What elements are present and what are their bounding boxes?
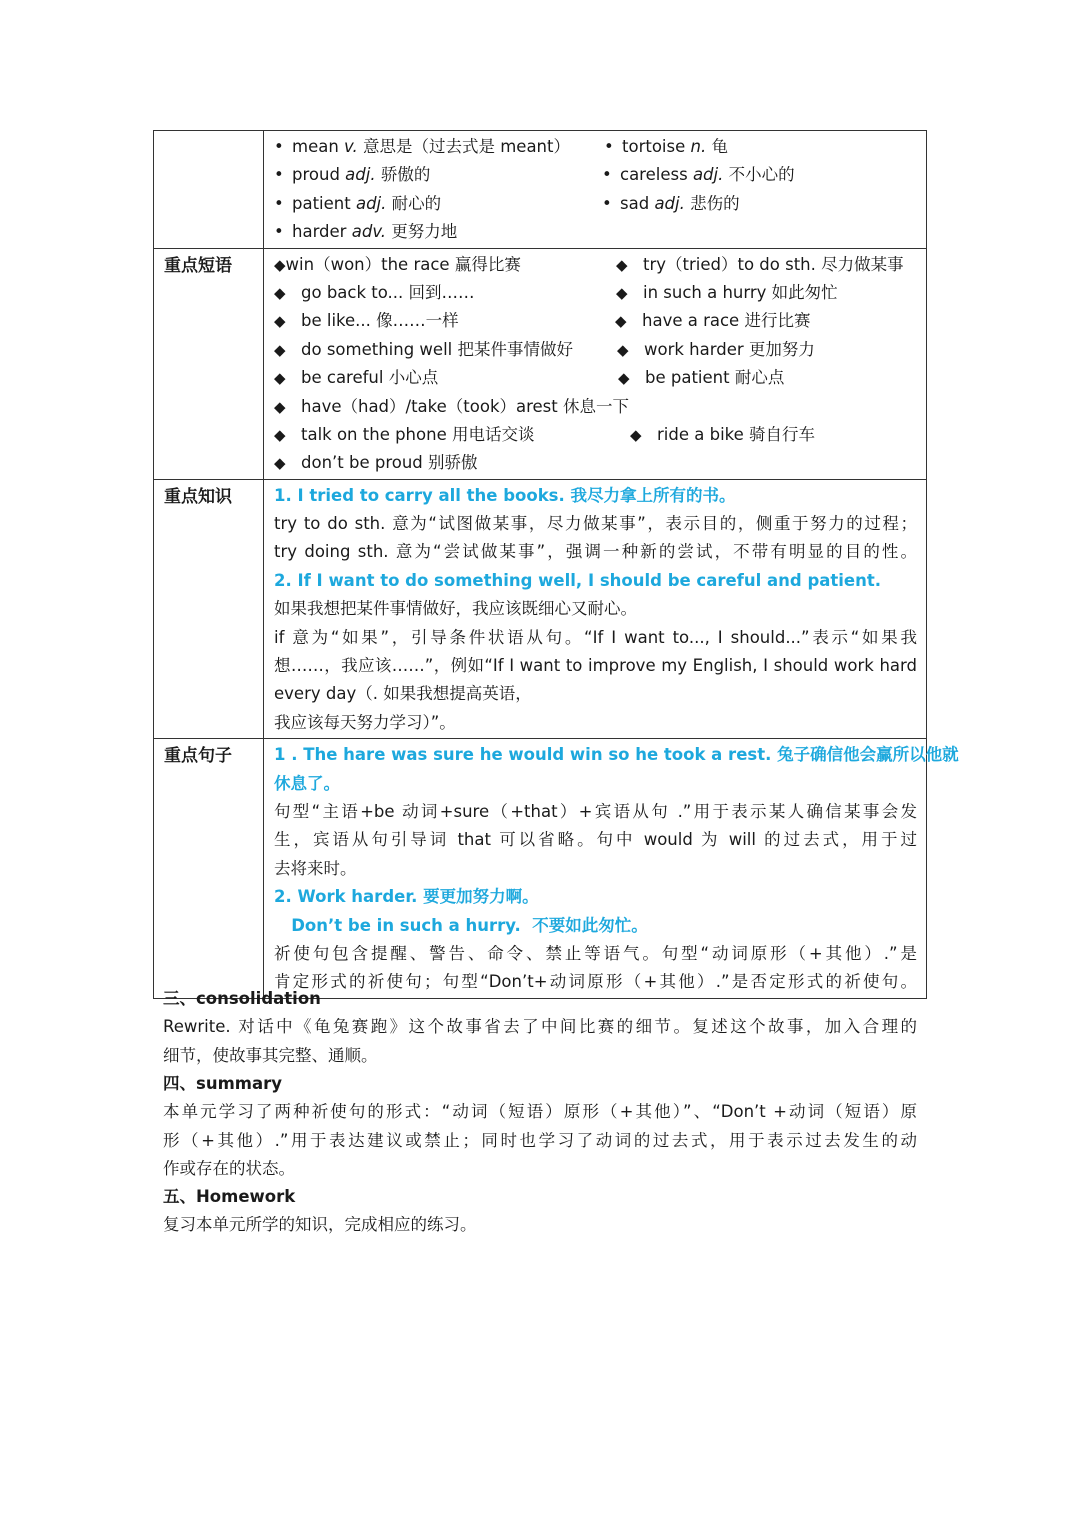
diamond-icon: ◆ <box>274 369 286 388</box>
lesson-table <box>153 130 959 999</box>
vocab-label-cell <box>154 131 264 249</box>
vocab-pos: n. <box>690 137 707 156</box>
phrase-left: be careful 小心点 <box>301 368 439 388</box>
phrase-line <box>274 393 917 421</box>
diamond-icon: ◆ <box>274 397 286 416</box>
knowledge-line: 2. If I want to do something well, I should be careful and patient. <box>274 570 882 590</box>
consolidation-section <box>163 985 917 1070</box>
homework-title: 五、Homework <box>163 1187 296 1206</box>
vocab-meaning: 耐心的 <box>391 193 442 213</box>
knowledge-row <box>154 479 927 739</box>
phrase-line <box>274 449 917 477</box>
summary-title: 四、summary <box>163 1074 282 1093</box>
sentence-line: 祈使句包含提醒、警告、命令、禁止等语气。句型“动词原形（+其他）.”是 <box>274 943 917 963</box>
sentence-line: 句型“主语+be 动词+sure（+that）+宾语从句 .”用于表示某人确信某事会发 <box>274 801 917 821</box>
section-line: 复习本单元所学的知识，完成相应的练习。 <box>163 1215 477 1235</box>
phrase-text: work harder 更加努力 <box>644 339 815 359</box>
knowledge-line: 我应该每天努力学习）”。 <box>274 712 456 732</box>
phrase-right <box>616 279 838 307</box>
vocab-meaning: 更努力地 <box>391 222 458 242</box>
bullet-icon: • <box>274 165 284 185</box>
section-line: Rewrite. 对话中《龟兔赛跑》这个故事省去了中间比赛的细节。复述这个故事，加入合理的 <box>163 1017 917 1037</box>
diamond-icon: ◆ <box>615 312 627 331</box>
vocab-pos: adj. <box>692 165 724 185</box>
sentence-line: 1 . The hare was sure he would win so he took a rest. 兔子确信他会赢所以他就 <box>274 745 959 765</box>
diamond-icon: ◆ <box>616 255 628 274</box>
phrase-right <box>617 336 815 364</box>
sentences-cell <box>264 739 959 999</box>
vocab-line <box>274 133 917 161</box>
bullet-icon: • <box>274 137 284 156</box>
diamond-icon: ◆ <box>274 340 286 359</box>
phrase-text: ride a bike 骑自行车 <box>657 424 816 444</box>
phrase-left: talk on the phone 用电话交谈 <box>301 424 535 444</box>
knowledge-line: if 意为“如果”，引导条件状语从句。“If I want to..., I should...”表示“如果我 <box>274 627 917 647</box>
vocab-word: harder <box>292 222 347 242</box>
diamond-icon: ◆ <box>616 283 628 302</box>
summary-section <box>163 1070 917 1184</box>
sentence-line: 去将来时。 <box>274 858 357 878</box>
vocab-meaning: 悲伤的 <box>690 193 740 213</box>
bullet-icon: • <box>602 165 612 185</box>
diamond-icon: ◆ <box>617 340 629 359</box>
lesson-table-wrapper <box>153 130 959 999</box>
section-line: 形（+其他）.”用于表达建议或禁止；同时也学习了动词的过去式，用于表示过去发生的动 <box>163 1130 917 1150</box>
bullet-icon: • <box>604 137 614 156</box>
vocab-word: sad <box>620 193 650 213</box>
knowledge-cell <box>264 479 927 739</box>
vocab-right <box>604 133 728 161</box>
knowledge-line: 想……，我应该……”，例如“If I want to improve my English, I should work hard <box>274 656 917 676</box>
diamond-icon: ◆ <box>618 369 630 388</box>
vocab-pos: adv. <box>351 222 386 242</box>
phrase-text: in such a hurry 如此匆忙 <box>643 282 838 302</box>
phrase-line <box>274 421 917 449</box>
phrase-text: have a race 进行比赛 <box>642 311 811 331</box>
vocab-word: tortoise <box>622 137 686 156</box>
bullet-icon: • <box>274 193 284 213</box>
diamond-icon: ◆ <box>274 454 286 473</box>
section-line: 细节，使故事其完整、通顺。 <box>163 1045 378 1065</box>
section-line: 作或存在的状态。 <box>163 1159 295 1179</box>
phrase-left: have（had）/take（took）arest 休息一下 <box>301 396 629 416</box>
phrase-left: do something well 把某件事情做好 <box>301 339 573 359</box>
vocab-word: proud <box>292 165 340 185</box>
vocab-pos: adj. <box>345 165 376 185</box>
phrase-left: go back to... 回到…… <box>301 282 475 302</box>
phrase-line <box>274 364 917 392</box>
consolidation-title: 三、consolidation <box>163 989 321 1008</box>
bullet-icon: • <box>602 193 612 213</box>
diamond-icon: ◆ <box>274 255 286 274</box>
diamond-icon: ◆ <box>630 425 642 444</box>
phrase-right <box>630 421 815 449</box>
sentence-line: 肯定形式的祈使句；句型“Don’t+动词原形（+其他）.”是否定形式的祈使句。 <box>274 972 917 992</box>
vocab-right <box>602 190 740 218</box>
diamond-icon: ◆ <box>274 425 286 444</box>
phrase-left: be like... 像……一样 <box>301 311 459 331</box>
knowledge-line: try to do sth. 意为“试图做某事，尽力做某事”，表示目的，侧重于努力的过程； <box>274 514 917 534</box>
vocab-word: patient <box>292 193 351 213</box>
vocab-right <box>602 161 795 189</box>
knowledge-line: every day（. 如果我想提高英语， <box>274 684 532 704</box>
vocab-line <box>274 218 917 246</box>
phrase-right <box>615 307 810 335</box>
vocab-pos: adj. <box>355 193 387 213</box>
sentence-line: 2. Work harder. 要更加努力啊。 <box>274 887 539 907</box>
bullet-icon: • <box>274 222 284 242</box>
sentence-line: Don’t be in such a hurry. 不要如此匆忙。 <box>274 915 648 935</box>
phrases-row <box>154 248 927 479</box>
vocab-line <box>274 190 917 218</box>
sentence-line: 生，宾语从句引导词 that 可以省略。句中 would 为 will 的过去式，用于过 <box>274 830 917 850</box>
sentence-line: 休息了。 <box>274 773 340 793</box>
section-line: 本单元学习了两种祈使句的形式：“动词（短语）原形（+其他）”、“Don’t +动词（短语）原 <box>163 1102 917 1122</box>
phrase-right <box>616 251 904 279</box>
vocab-pos: adj. <box>654 193 685 213</box>
homework-section <box>163 1183 917 1240</box>
phrases-label: 重点短语 <box>154 248 264 479</box>
vocab-meaning: 骄傲的 <box>380 165 431 185</box>
sentences-row <box>154 739 927 999</box>
vocab-word: careless <box>620 165 688 185</box>
vocab-row <box>154 131 927 249</box>
vocab-meaning: 意思是（过去式是 meant） <box>362 137 570 156</box>
vocab-meaning: 不小心的 <box>728 165 795 185</box>
phrase-line <box>274 279 917 307</box>
phrase-line <box>274 307 917 335</box>
knowledge-line: try doing sth. 意为“尝试做某事”，强调一种新的尝试，不带有明显的目的性。 <box>274 542 917 562</box>
sentences-label: 重点句子 <box>154 739 264 999</box>
knowledge-line: 1. I tried to carry all the books. 我尽力拿上所有的书。 <box>274 485 736 505</box>
phrase-left: don’t be proud 别骄傲 <box>301 453 478 473</box>
vocab-pos: v. <box>344 137 358 156</box>
phrase-text: try（tried）to do sth. 尽力做某事 <box>643 254 904 274</box>
vocab-meaning: 龟 <box>711 137 728 156</box>
phrase-left: win（won）the race 赢得比赛 <box>285 254 521 274</box>
vocab-line <box>274 161 917 189</box>
phrase-text: be patient 耐心点 <box>645 368 785 388</box>
phrases-cell <box>264 248 927 479</box>
knowledge-line: 如果我想把某件事情做好，我应该既细心又耐心。 <box>274 599 637 619</box>
knowledge-label: 重点知识 <box>154 479 264 739</box>
phrase-right <box>618 364 784 392</box>
phrase-line <box>274 336 917 364</box>
vocab-word: mean <box>292 137 339 156</box>
diamond-icon: ◆ <box>274 312 286 331</box>
diamond-icon: ◆ <box>274 283 286 302</box>
vocab-cell <box>264 131 927 249</box>
phrase-line <box>274 251 917 279</box>
